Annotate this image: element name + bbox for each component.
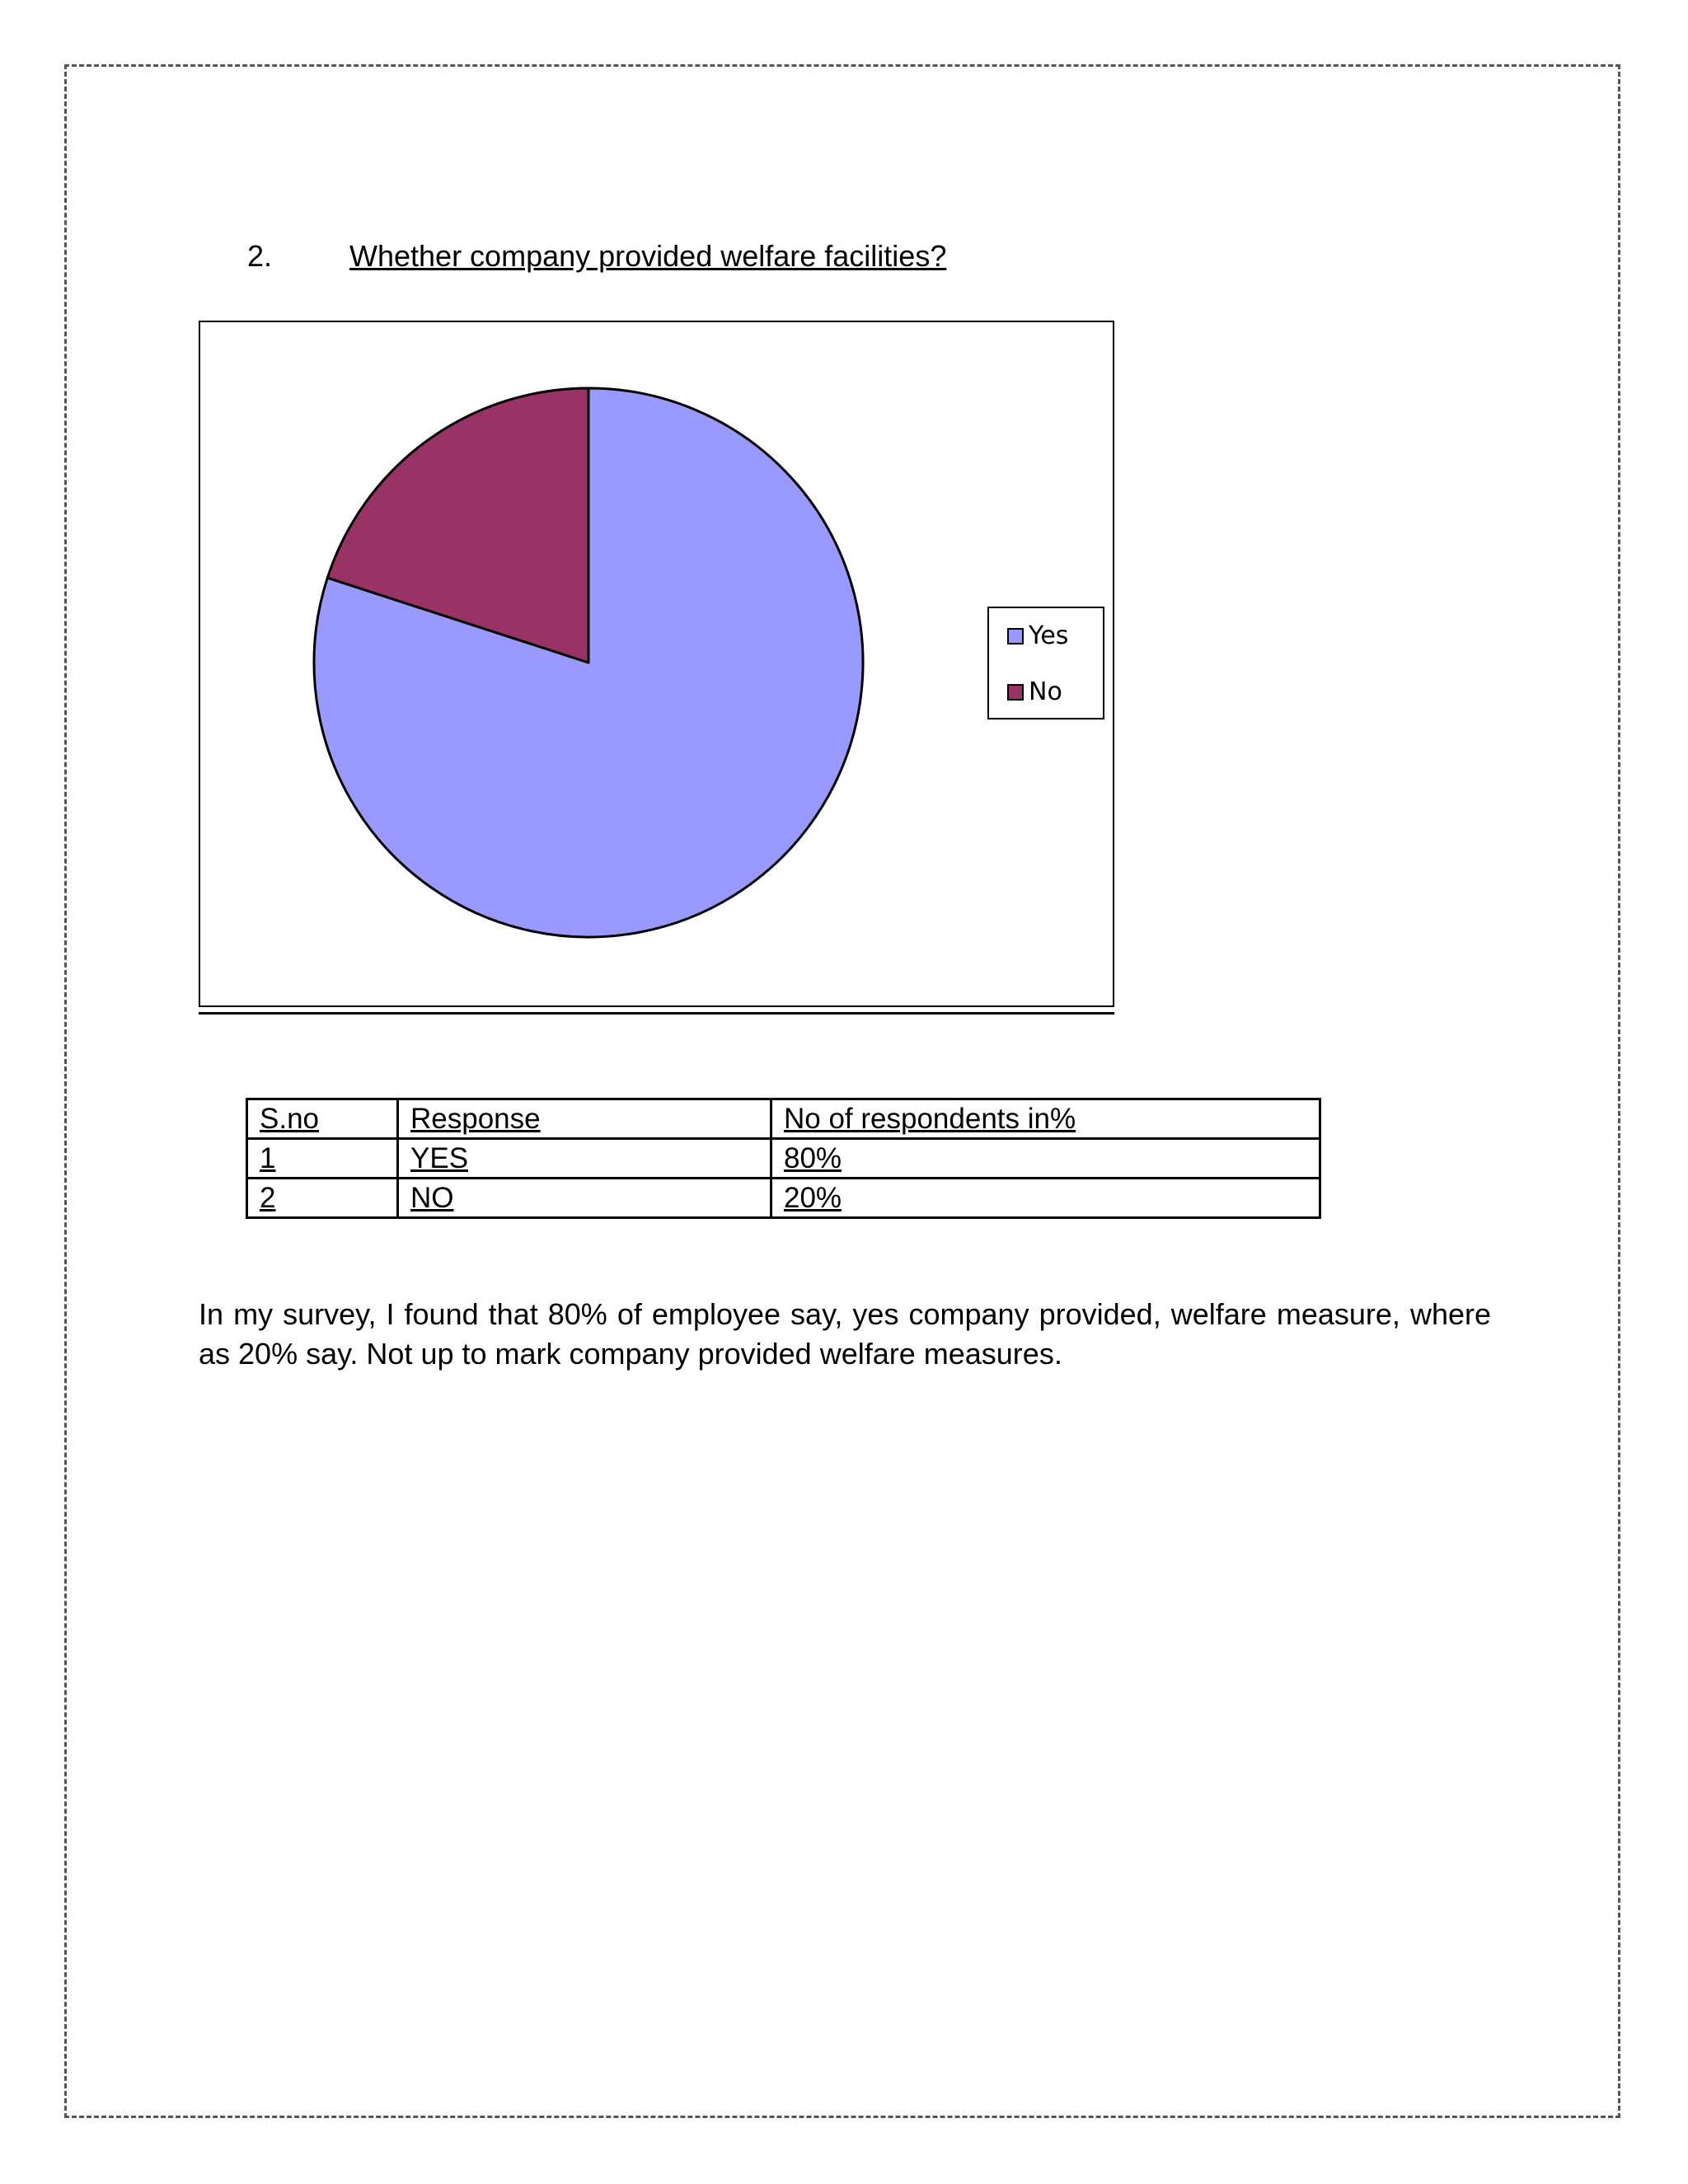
table-cell: 80% bbox=[771, 1139, 1320, 1179]
table-header-cell: No of respondents in% bbox=[771, 1099, 1320, 1139]
question-text: Whether company provided welfare facilities? bbox=[349, 239, 947, 273]
summary-paragraph: In my survey, I found that 80% of employee say, yes company provided, welfare measure, where as 20% say. Not up to mark company provided welfare measures. bbox=[199, 1297, 1491, 1371]
table-cell: 2 bbox=[247, 1179, 398, 1218]
pie-chart bbox=[200, 322, 1113, 1005]
legend-item-yes bbox=[1007, 621, 1068, 650]
question-number: 2. bbox=[247, 239, 273, 273]
legend-item-no bbox=[1007, 677, 1062, 706]
chart-underline bbox=[199, 1012, 1114, 1015]
legend-label-yes: Yes bbox=[1029, 621, 1069, 650]
table-header-row bbox=[247, 1099, 1320, 1139]
question-heading bbox=[247, 239, 946, 274]
legend-swatch-yes bbox=[1007, 628, 1024, 644]
pie-chart-frame bbox=[199, 321, 1114, 1007]
response-table bbox=[246, 1098, 1321, 1219]
table-header-cell: S.no bbox=[247, 1099, 398, 1139]
legend-label-no: No bbox=[1029, 677, 1062, 706]
legend-swatch-no bbox=[1007, 684, 1024, 701]
chart-legend bbox=[987, 607, 1104, 719]
table-cell: NO bbox=[398, 1179, 771, 1218]
table-header-cell: Response bbox=[398, 1099, 771, 1139]
table-cell: YES bbox=[398, 1139, 771, 1179]
table-cell: 20% bbox=[771, 1179, 1320, 1218]
table-cell: 1 bbox=[247, 1139, 398, 1179]
table-row bbox=[247, 1179, 1320, 1218]
table-row bbox=[247, 1139, 1320, 1179]
